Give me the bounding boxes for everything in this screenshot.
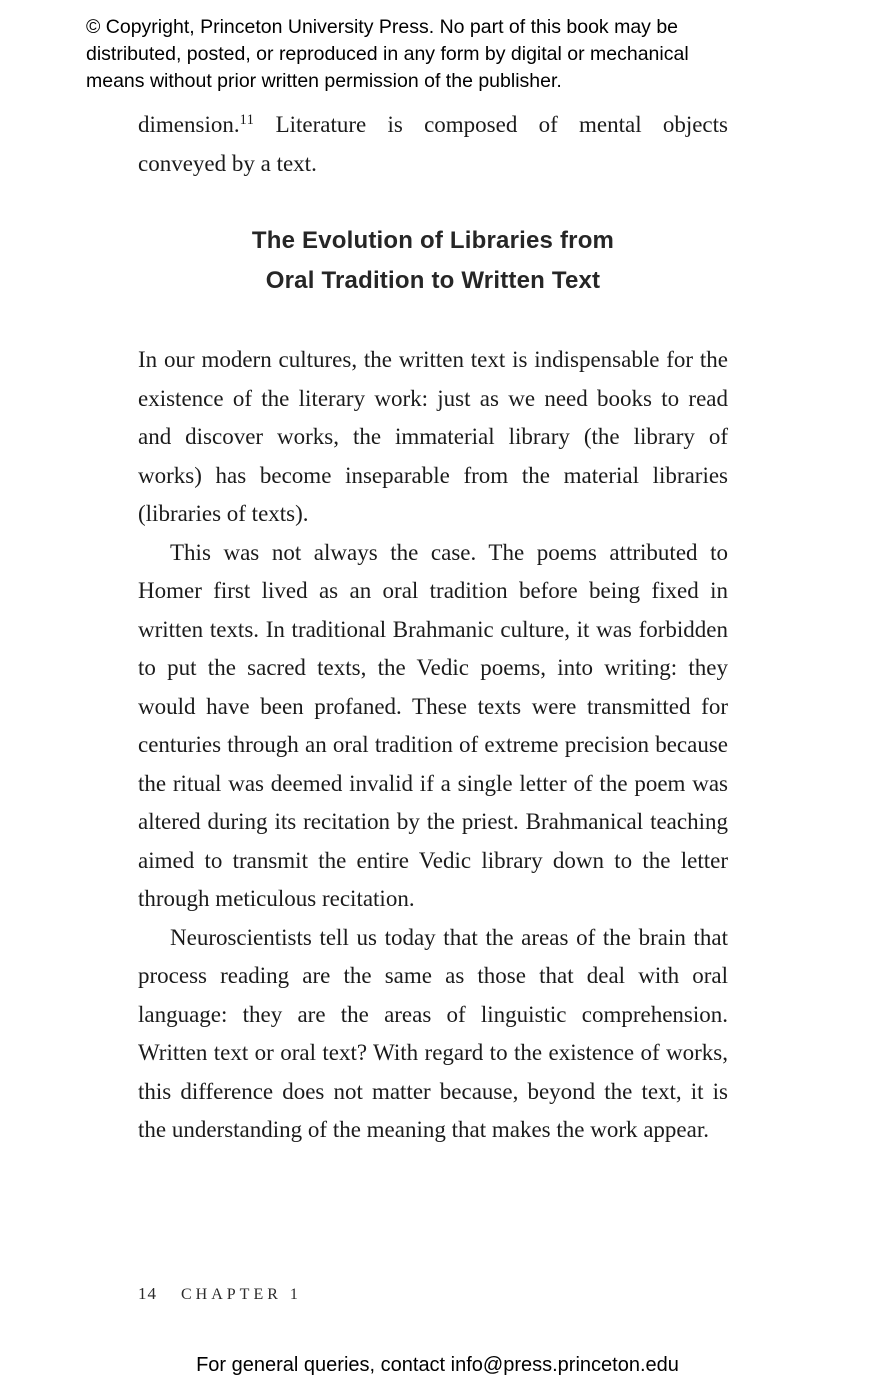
page-number: 14 [138, 1284, 157, 1303]
contact-line: For general queries, contact info@press.princeton.edu [196, 1354, 679, 1376]
paragraph: In our modern cultures, the written text is indispensable for the existence of the literary work: just as we need books to read and discover works, the immaterial library (the library of works) has become inseparable from the material libraries (libraries of texts). [138, 347, 728, 526]
body-text-column [138, 106, 728, 1150]
section-heading-line-2: Oral Tradition to Written Text [265, 267, 601, 294]
continued-paragraph [138, 106, 728, 183]
continued-paragraph-text: dimension. [138, 112, 240, 137]
copyright-notice [86, 14, 826, 95]
paragraph: Neuroscientists tell us today that the areas of the brain that process reading are the same as those that deal with oral language: they are the areas of linguistic comprehension. Written text or oral text? With regard to the existence of works, this difference does not matter because, beyond the text, it is the understanding of the meaning that makes the work appear. [138, 924, 728, 1142]
section-heading [138, 221, 728, 301]
copyright-line-1: © Copyright, Princeton University Press. No part of this book may be [86, 16, 679, 38]
paragraph: This was not always the case. The poems attributed to Homer first lived as an oral tradition before being fixed in written texts. In traditional Brahmanic culture, it was forbidden to put the sacred texts, the Vedic poems, into writing: they would have been profaned. These texts were transmitted for centuries through an oral tradition of extreme precision because the ritual was deemed invalid if a single letter of the poem was altered during its recitation by the priest. Brahmanical teaching aimed to transmit the entire Vedic library down to the letter through meticulous recitation. [138, 539, 728, 911]
section-heading-line-1: The Evolution of Libraries from [251, 227, 615, 254]
continued-paragraph-text-after: Literature is composed of mental objects conveyed by a text. [138, 112, 728, 176]
page-footer [138, 1284, 302, 1304]
chapter-label: CHAPTER 1 [181, 1286, 302, 1303]
copyright-line-2: distributed, posted, or reproduced in any form by digital or mechanical [86, 43, 689, 65]
copyright-line-3: means without prior written permission of the publisher. [86, 70, 562, 92]
footnote-reference: 11 [239, 112, 255, 129]
